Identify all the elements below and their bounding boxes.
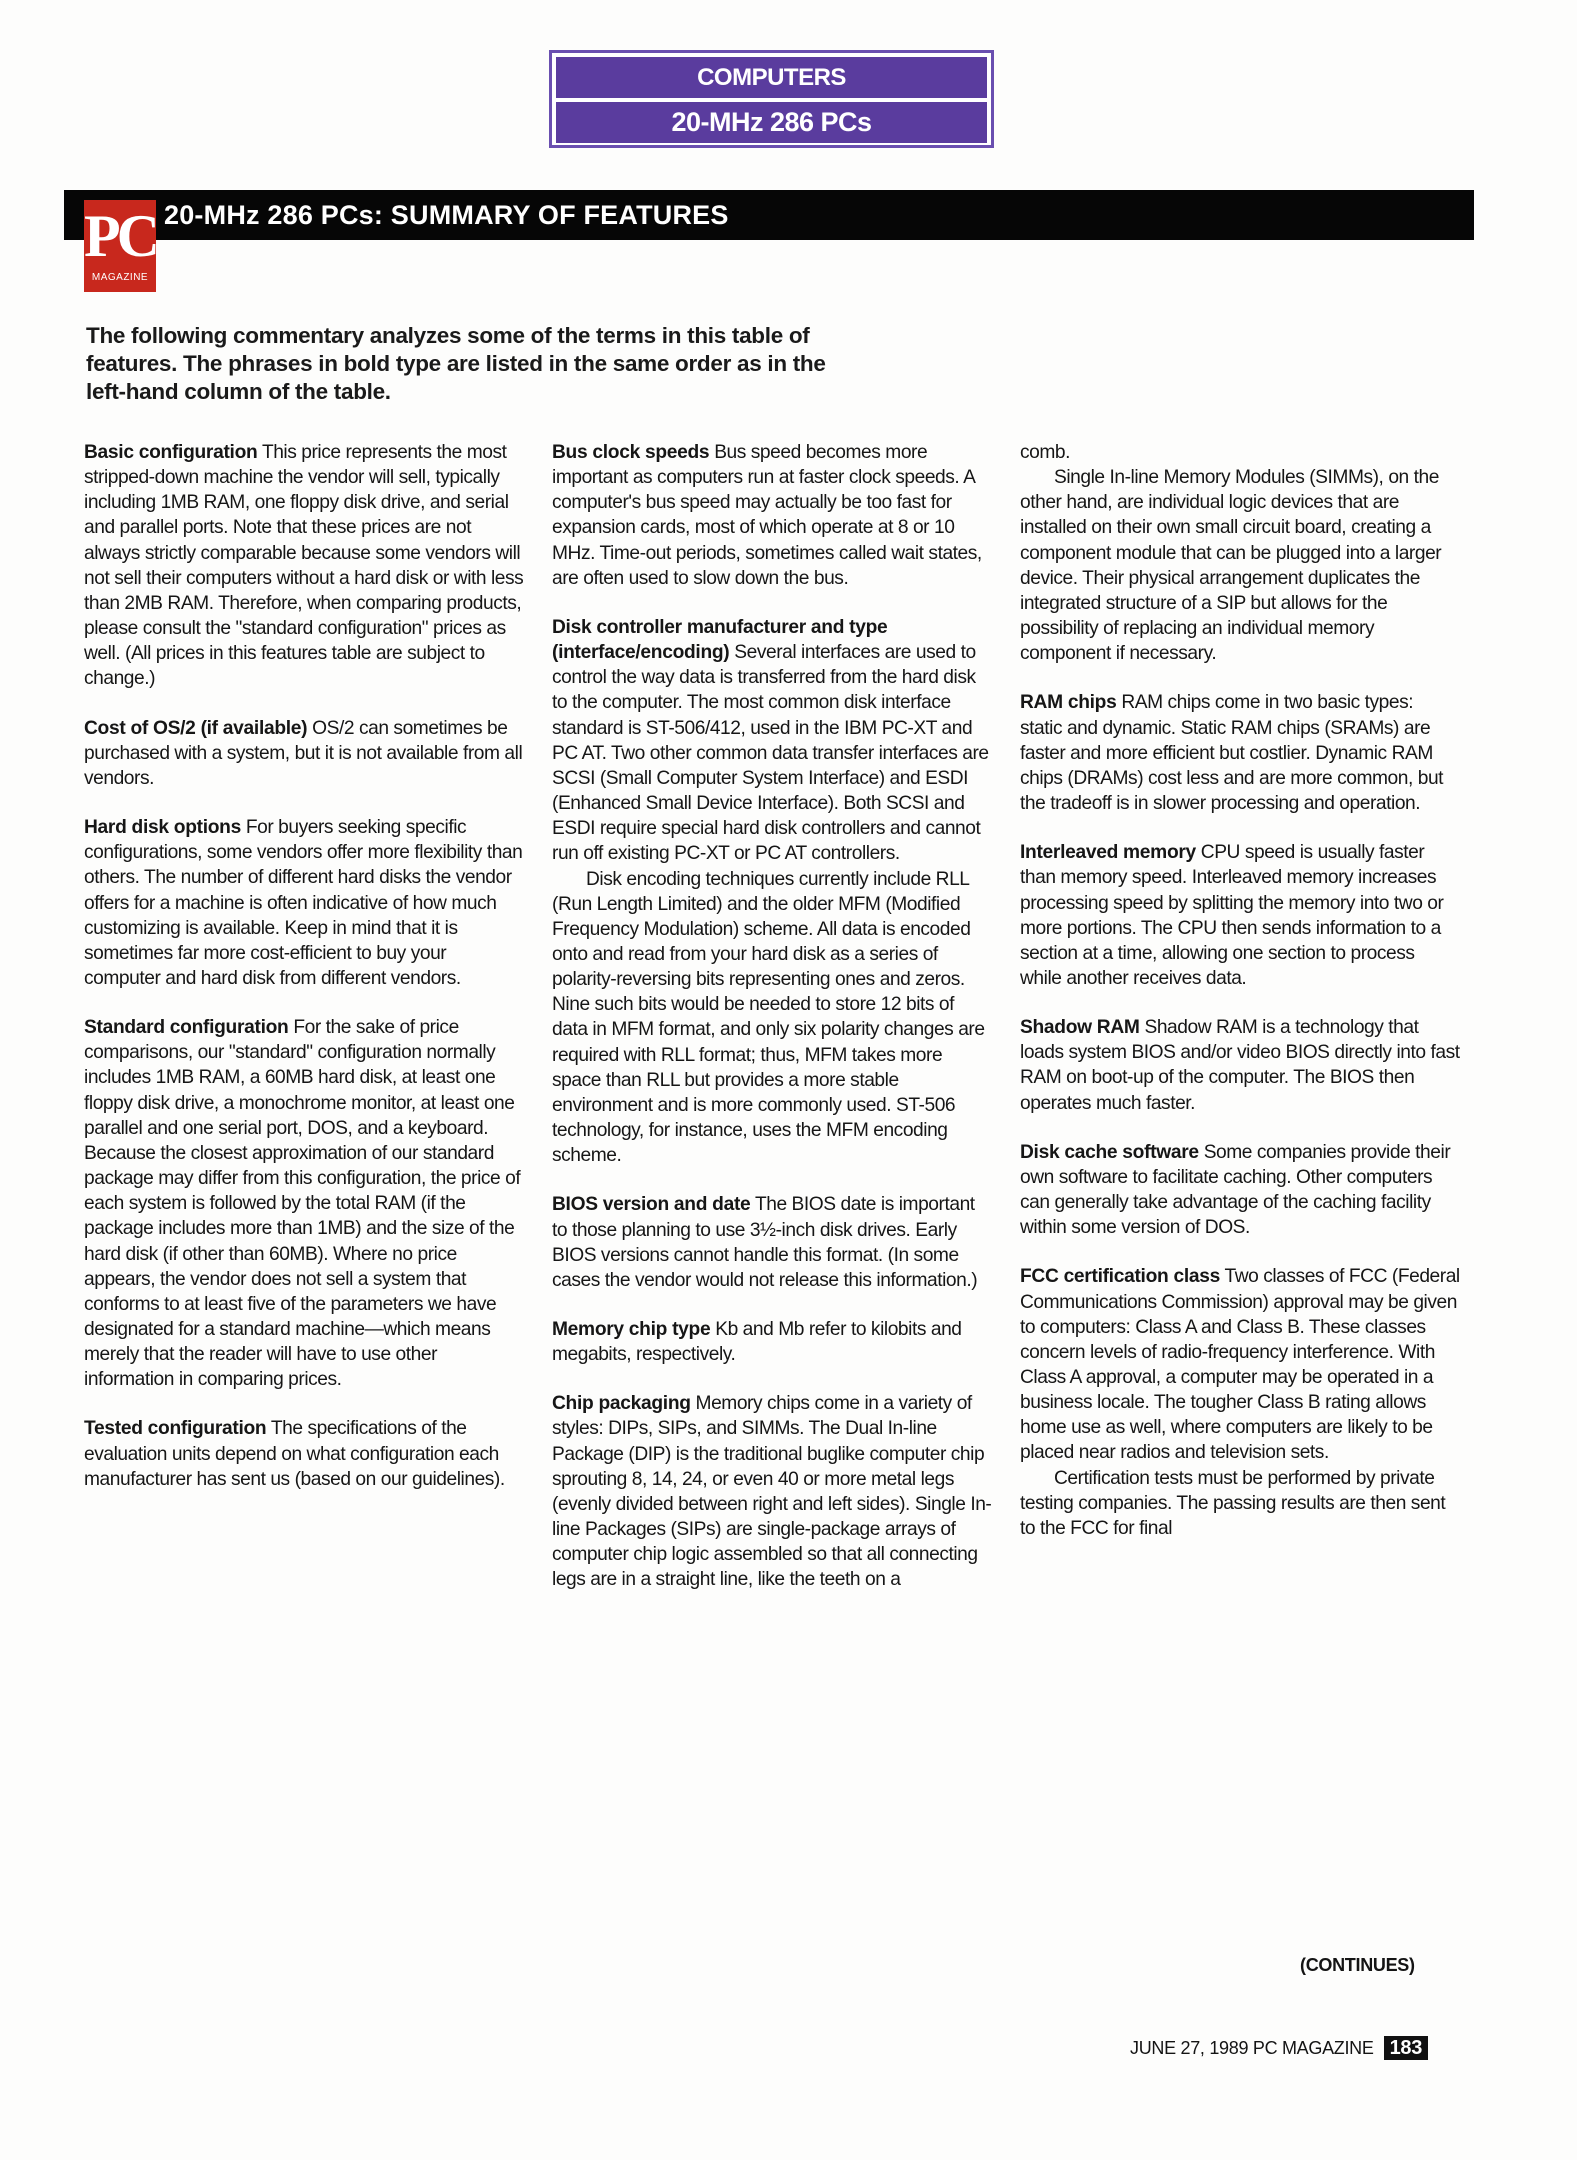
glossary-text: Single In-line Memory Modules (SIMMs), on the other hand, are individual logic devices that are installed on their own small circuit board, creating a component module that can be plugged into a larger device. Their physical arrangement duplicates the integrated structure of a SIP but allows for the possibility of replacing an individual memory component if necessary. — [1020, 467, 1442, 665]
glossary-text: Memory chips come in a variety of styles: DIPs, SIPs, and SIMMs. The Dual In-line Package (DIP) is the traditional buglike computer chip sprouting 8, 14, 24, or even 40 or more metal legs (evenly divided between right and left sides). Single In-line Packages (SIPs) are single-package arrays of computer chip logic assembled so that all connecting legs are in a straight line, like the teeth on a — [552, 1393, 992, 1591]
page-number: 183 — [1384, 2036, 1428, 2060]
glossary-text: comb. — [1020, 442, 1071, 463]
logo-magazine-text: MAGAZINE — [91, 272, 149, 283]
continues-label: (CONTINUES) — [1300, 1955, 1415, 1975]
glossary-entry — [84, 440, 524, 692]
glossary-entry — [84, 1015, 524, 1392]
glossary-entry — [1020, 440, 1460, 465]
glossary-term: Tested configuration — [84, 1418, 267, 1440]
glossary-entry — [1020, 690, 1460, 816]
column-2 — [552, 440, 992, 1617]
glossary-text: The BIOS date is important to those planning to use 3½-inch disk drives. Early BIOS versions cannot handle this format. (In some cases the vendor would not release this information.) — [552, 1194, 978, 1291]
glossary-term: Cost of OS/2 (if available) — [84, 717, 308, 739]
glossary-term: Chip packaging — [552, 1393, 691, 1415]
glossary-entry — [1020, 1140, 1460, 1241]
title-bar — [64, 190, 1474, 240]
glossary-text: CPU speed is usually faster than memory speed. Interleaved memory increases processing speed by splitting the memory into two or more portions. The CPU then sends information to a section at a time, allowing one section to process while another receives data. — [1020, 842, 1444, 989]
glossary-entry — [1020, 840, 1460, 991]
page-title: 20-MHz 286 PCs: SUMMARY OF FEATURES — [164, 200, 729, 230]
glossary-entry — [552, 867, 992, 1169]
glossary-term: Disk controller manufacturer and type (interface/encoding) — [552, 616, 888, 664]
glossary-term: FCC certification class — [1020, 1266, 1220, 1288]
section-tab — [549, 50, 994, 148]
glossary-entry — [84, 716, 524, 791]
glossary-text: For buyers seeking specific configurations, some vendors offer more flexibility than others. The number of different hard disks the vendor offers for a machine is often indicative of how much customizing is available. Keep in mind that it is sometimes far more cost-efficient to buy your computer and hard disk from different vendors. — [84, 817, 523, 989]
glossary-entry — [84, 1416, 524, 1491]
glossary-term: BIOS version and date — [552, 1194, 751, 1216]
logo-pc-text: PC — [84, 203, 156, 269]
glossary-text: For the sake of price comparisons, our "standard" configuration normally includes 1MB RAM, a 60MB hard disk, at least one floppy disk drive, a monochrome monitor, at least one parallel and one serial port, DOS, and a keyboard. Because the closest approximation of our standard package may differ from this configuration, the price of each system is followed by the total RAM (if the package includes more than 1MB) and the size of the hard disk (if other than 60MB). Where no price appears, the vendor does not sell a system that conforms to at least five of the parameters we have designated for a standard machine—which means merely that the reader will have to use other information in comparing prices. — [84, 1017, 521, 1391]
glossary-text: Kb and Mb refer to kilobits and megabits, respectively. — [552, 1319, 962, 1366]
pc-magazine-logo — [84, 200, 156, 292]
glossary-text: Some companies provide their own software to facilitate caching. Other computers can generally take advantage of the caching facility within some version of DOS. — [1020, 1141, 1451, 1239]
glossary-entry — [552, 1317, 992, 1367]
glossary-entry — [552, 440, 992, 591]
footer-publication: JUNE 27, 1989 PC MAGAZINE — [1130, 2038, 1374, 2058]
glossary-entry — [1020, 1015, 1460, 1116]
section-category: COMPUTERS — [556, 57, 987, 98]
column-3 — [1020, 440, 1460, 1565]
glossary-entry — [84, 815, 524, 991]
section-topic: 20-MHz 286 PCs — [556, 102, 987, 143]
glossary-text: RAM chips come in two basic types: static and dynamic. Static RAM chips (SRAMs) are faster and more efficient but costlier. Dynamic RAM chips (DRAMs) cost less and are more common, but the tradeoff is in slower processing and operation. — [1020, 692, 1444, 815]
glossary-term: Shadow RAM — [1020, 1017, 1140, 1039]
glossary-entry — [1020, 465, 1460, 666]
page-footer — [1130, 2036, 1428, 2060]
glossary-text: Certification tests must be performed by private testing companies. The passing results are then sent to the FCC for final — [1020, 1467, 1446, 1539]
glossary-text: Disk encoding techniques currently include RLL (Run Length Limited) and the older MFM (Modified Frequency Modulation) scheme. All data is encoded onto and read from your hard disk as a series of polarity-reversing bits representing ones and zeros. Nine such bits would be needed to store 12 bits of data in MFM format, and only six polarity changes are required with RLL format; thus, MFM takes more space than RLL but provides a more stable environment and is more commonly used. ST-506 technology, for instance, uses the MFM encoding scheme. — [552, 868, 985, 1167]
glossary-term: Standard configuration — [84, 1017, 289, 1039]
glossary-text: Bus speed becomes more important as computers run at faster clock speeds. A computer's bus speed may actually be too fast for expansion cards, most of which operate at 8 or 10 MHz. Time-out periods, sometimes called wait states, are often used to slow down the bus. — [552, 442, 982, 589]
glossary-term: Memory chip type — [552, 1319, 711, 1340]
glossary-entry — [1020, 1264, 1460, 1465]
glossary-entry — [552, 1192, 992, 1293]
glossary-text: Shadow RAM is a technology that loads system BIOS and/or video BIOS directly into fast RAM on boot-up of the computer. The BIOS then operates much faster. — [1020, 1017, 1460, 1114]
glossary-term: Disk cache software — [1020, 1141, 1199, 1163]
glossary-entry — [552, 1391, 992, 1592]
glossary-term: Interleaved memory — [1020, 842, 1196, 864]
intro-paragraph: The following commentary analyzes some of the terms in this table of features. The phrases in bold type are listed in the same order as in the left-hand column of the table. — [86, 323, 826, 404]
column-1 — [84, 440, 524, 1516]
glossary-entry — [552, 615, 992, 867]
glossary-term: Bus clock speeds — [552, 442, 710, 463]
glossary-term: RAM chips — [1020, 692, 1117, 714]
glossary-text: Two classes of FCC (Federal Communications Commission) approval may be given to computers: Class A and Class B. These classes concern levels of radio-frequency interference. With Class A approval, a computer may be operated in a business locale. The tougher Class B rating allows home use as well, where computers are likely to be placed near radios and television sets. — [1020, 1266, 1460, 1464]
glossary-text: The specifications of the evaluation units depend on what configuration each manufacturer has sent us (based on our guidelines). — [84, 1418, 505, 1490]
glossary-term: Basic configuration — [84, 442, 258, 463]
glossary-entry — [1020, 1466, 1460, 1541]
glossary-term: Hard disk options — [84, 817, 241, 839]
glossary-text: OS/2 can sometimes be purchased with a system, but it is not available from all vendors. — [84, 717, 523, 789]
glossary-text: This price represents the most stripped-down machine the vendor will sell, typically including 1MB RAM, one floppy disk drive, and serial and parallel ports. Note that these prices are not always strictly comparable because some vendors will not sell their computers without a hard disk or with less than 2MB RAM. Therefore, when comparing products, please consult the "standard configuration" prices as well. (All prices in this features table are subject to change.) — [84, 442, 524, 690]
glossary-text: Several interfaces are used to control the way data is transferred from the hard disk to the computer. The most common disk interface standard is ST-506/412, used in the IBM PC-XT and PC AT. Two other common data transfer interfaces are SCSI (Small Computer System Interface) and ESDI (Enhanced Small Device Interface). Both SCSI and ESDI require special hard disk controllers and cannot run off existing PC-XT or PC AT controllers. — [552, 642, 989, 865]
